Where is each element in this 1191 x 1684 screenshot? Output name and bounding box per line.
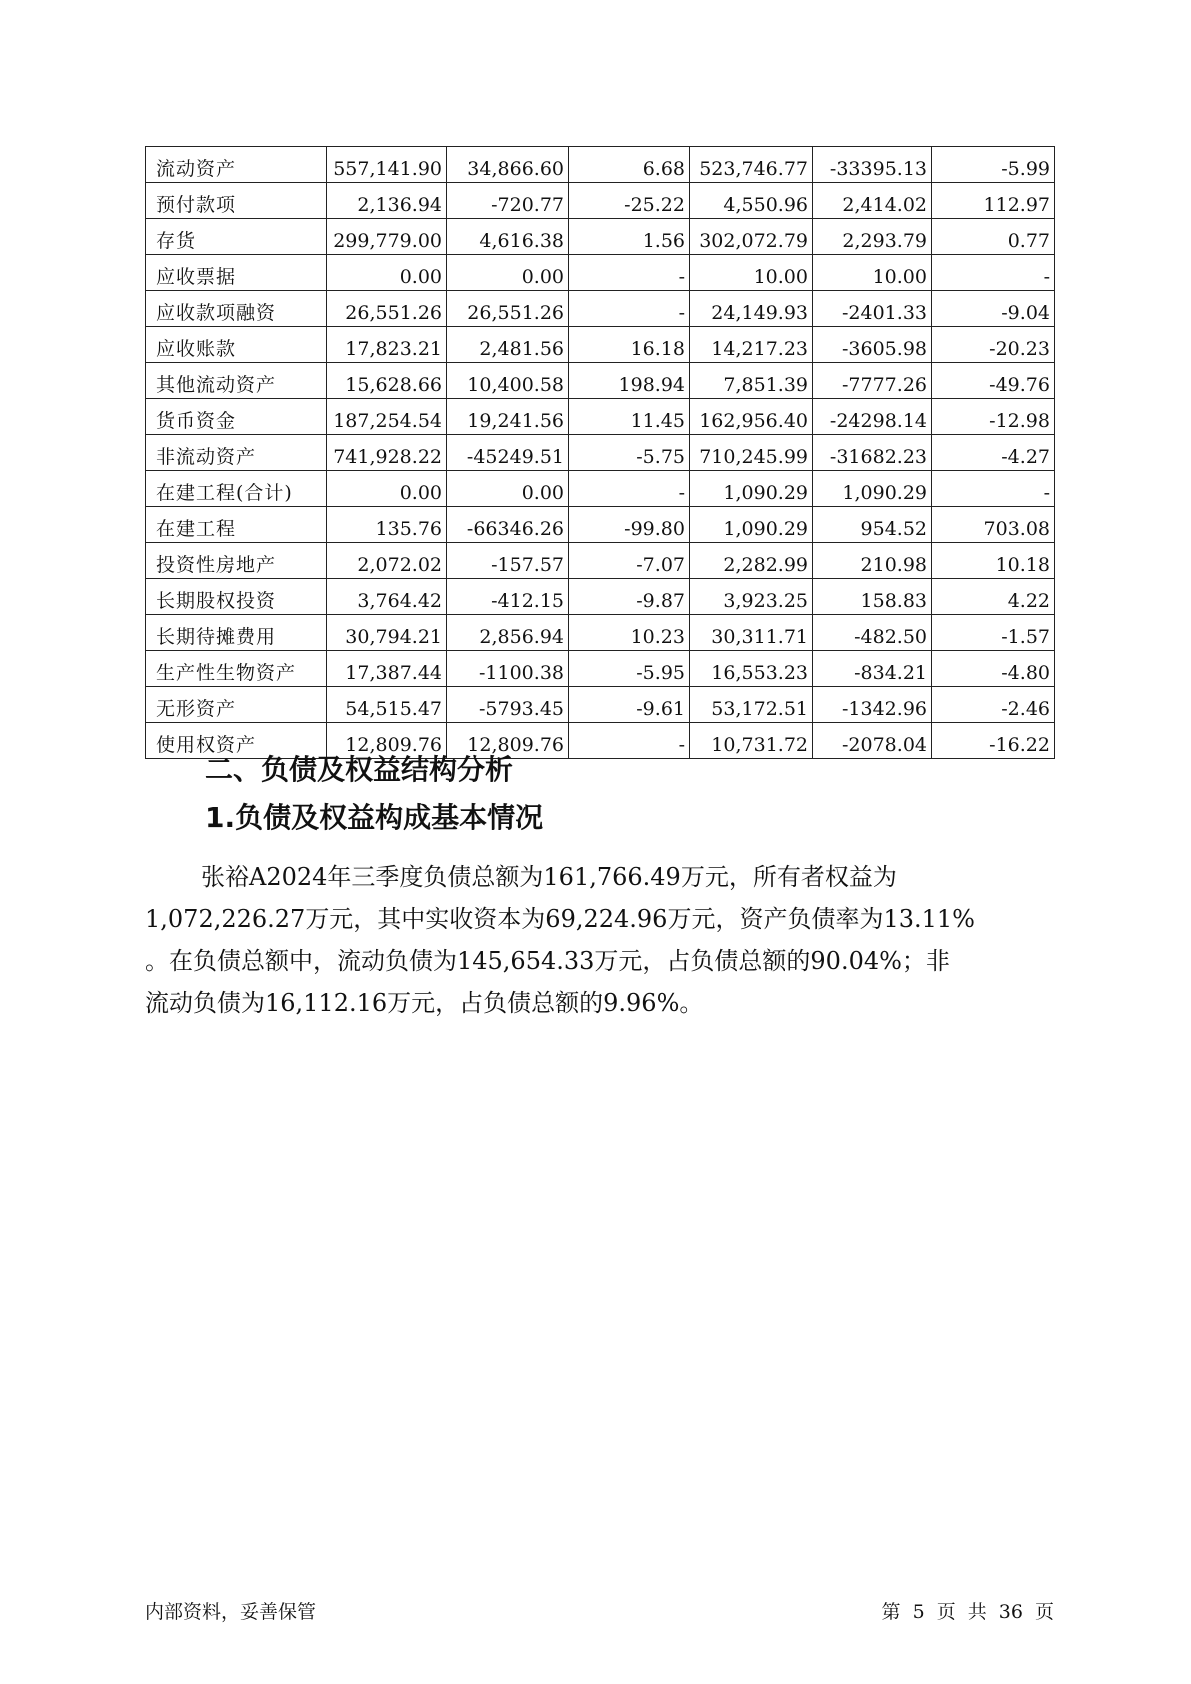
- table-row: [146, 255, 1055, 291]
- financial-table: [145, 146, 1055, 759]
- body-paragraph: [145, 856, 1057, 1024]
- value-cell: 11.45: [569, 399, 690, 435]
- value-cell: -: [569, 291, 690, 327]
- financial-table-body: [146, 147, 1055, 759]
- value-cell: 703.08: [932, 507, 1055, 543]
- value-cell: -412.15: [447, 579, 569, 615]
- value-cell: 0.00: [447, 471, 569, 507]
- value-cell: -31682.23: [813, 435, 932, 471]
- value-cell: 30,794.21: [327, 615, 447, 651]
- value-cell: -4.27: [932, 435, 1055, 471]
- value-cell: -20.23: [932, 327, 1055, 363]
- value-cell: 10.00: [813, 255, 932, 291]
- value-cell: -25.22: [569, 183, 690, 219]
- row-label-cell: 应收账款: [146, 327, 327, 363]
- value-cell: 523,746.77: [690, 147, 813, 183]
- table-row: [146, 363, 1055, 399]
- value-cell: 10.18: [932, 543, 1055, 579]
- value-cell: -45249.51: [447, 435, 569, 471]
- value-cell: -99.80: [569, 507, 690, 543]
- value-cell: 112.97: [932, 183, 1055, 219]
- value-cell: -24298.14: [813, 399, 932, 435]
- row-label-cell: 使用权资产: [146, 723, 327, 759]
- row-label-cell: 应收款项融资: [146, 291, 327, 327]
- row-label-cell: 流动资产: [146, 147, 327, 183]
- section-heading: 二、负债及权益结构分析: [205, 753, 514, 786]
- value-cell: 1,090.29: [690, 471, 813, 507]
- value-cell: 53,172.51: [690, 687, 813, 723]
- value-cell: -: [569, 255, 690, 291]
- value-cell: -12.98: [932, 399, 1055, 435]
- table-row: [146, 435, 1055, 471]
- value-cell: 34,866.60: [447, 147, 569, 183]
- value-cell: -834.21: [813, 651, 932, 687]
- value-cell: -5.75: [569, 435, 690, 471]
- paragraph-line: 流动负债为16,112.16万元，占负债总额的9.96%。: [145, 989, 704, 1017]
- value-cell: -: [569, 723, 690, 759]
- value-cell: 1,090.29: [690, 507, 813, 543]
- value-cell: -482.50: [813, 615, 932, 651]
- row-label-cell: 无形资产: [146, 687, 327, 723]
- value-cell: 210.98: [813, 543, 932, 579]
- value-cell: 4,550.96: [690, 183, 813, 219]
- value-cell: -66346.26: [447, 507, 569, 543]
- row-label-cell: 货币资金: [146, 399, 327, 435]
- row-label-cell: 应收票据: [146, 255, 327, 291]
- value-cell: 4.22: [932, 579, 1055, 615]
- table-row: [146, 147, 1055, 183]
- value-cell: -3605.98: [813, 327, 932, 363]
- row-label-cell: 在建工程(合计): [146, 471, 327, 507]
- value-cell: 54,515.47: [327, 687, 447, 723]
- row-label-cell: 其他流动资产: [146, 363, 327, 399]
- value-cell: 26,551.26: [327, 291, 447, 327]
- value-cell: 4,616.38: [447, 219, 569, 255]
- value-cell: 24,149.93: [690, 291, 813, 327]
- value-cell: -1342.96: [813, 687, 932, 723]
- value-cell: -: [932, 255, 1055, 291]
- row-label-cell: 长期待摊费用: [146, 615, 327, 651]
- value-cell: 2,856.94: [447, 615, 569, 651]
- value-cell: 10.00: [690, 255, 813, 291]
- value-cell: 30,311.71: [690, 615, 813, 651]
- value-cell: -1.57: [932, 615, 1055, 651]
- value-cell: 2,293.79: [813, 219, 932, 255]
- row-label-cell: 长期股权投资: [146, 579, 327, 615]
- table-row: [146, 543, 1055, 579]
- value-cell: -9.61: [569, 687, 690, 723]
- row-label-cell: 生产性生物资产: [146, 651, 327, 687]
- footer-page-number: 第 5 页 共 36 页: [881, 1601, 1054, 1623]
- table-row: [146, 327, 1055, 363]
- value-cell: 1.56: [569, 219, 690, 255]
- paragraph-line: 。在负债总额中，流动负债为145,654.33万元，占负债总额的90.04%；非: [145, 947, 950, 975]
- value-cell: -157.57: [447, 543, 569, 579]
- value-cell: 299,779.00: [327, 219, 447, 255]
- table-row: [146, 651, 1055, 687]
- value-cell: 10,731.72: [690, 723, 813, 759]
- value-cell: 710,245.99: [690, 435, 813, 471]
- value-cell: -2078.04: [813, 723, 932, 759]
- value-cell: 3,764.42: [327, 579, 447, 615]
- value-cell: -49.76: [932, 363, 1055, 399]
- value-cell: 557,141.90: [327, 147, 447, 183]
- value-cell: 187,254.54: [327, 399, 447, 435]
- table-row: [146, 687, 1055, 723]
- value-cell: -5793.45: [447, 687, 569, 723]
- table-row: [146, 579, 1055, 615]
- value-cell: 2,414.02: [813, 183, 932, 219]
- value-cell: -5.99: [932, 147, 1055, 183]
- value-cell: 10,400.58: [447, 363, 569, 399]
- value-cell: -16.22: [932, 723, 1055, 759]
- value-cell: 0.00: [327, 255, 447, 291]
- value-cell: -1100.38: [447, 651, 569, 687]
- value-cell: 17,387.44: [327, 651, 447, 687]
- value-cell: 954.52: [813, 507, 932, 543]
- value-cell: 0.00: [327, 471, 447, 507]
- value-cell: 158.83: [813, 579, 932, 615]
- table-row: [146, 507, 1055, 543]
- value-cell: -7.07: [569, 543, 690, 579]
- value-cell: 6.68: [569, 147, 690, 183]
- value-cell: 10.23: [569, 615, 690, 651]
- value-cell: 3,923.25: [690, 579, 813, 615]
- table-row: [146, 291, 1055, 327]
- value-cell: 198.94: [569, 363, 690, 399]
- value-cell: -2.46: [932, 687, 1055, 723]
- value-cell: -5.95: [569, 651, 690, 687]
- row-label-cell: 非流动资产: [146, 435, 327, 471]
- value-cell: 741,928.22: [327, 435, 447, 471]
- row-label-cell: 在建工程: [146, 507, 327, 543]
- value-cell: 302,072.79: [690, 219, 813, 255]
- value-cell: -720.77: [447, 183, 569, 219]
- section-subheading: 1.负债及权益构成基本情况: [205, 801, 544, 834]
- value-cell: 14,217.23: [690, 327, 813, 363]
- value-cell: 0.00: [447, 255, 569, 291]
- paragraph-line: 张裕A2024年三季度负债总额为161,766.49万元，所有者权益为: [201, 863, 897, 891]
- value-cell: 16,553.23: [690, 651, 813, 687]
- value-cell: -2401.33: [813, 291, 932, 327]
- row-label-cell: 存货: [146, 219, 327, 255]
- table-row: [146, 183, 1055, 219]
- value-cell: 2,481.56: [447, 327, 569, 363]
- table-row: [146, 471, 1055, 507]
- value-cell: 26,551.26: [447, 291, 569, 327]
- value-cell: 12,809.76: [327, 723, 447, 759]
- value-cell: -4.80: [932, 651, 1055, 687]
- value-cell: 16.18: [569, 327, 690, 363]
- value-cell: -7777.26: [813, 363, 932, 399]
- value-cell: 135.76: [327, 507, 447, 543]
- table-row: [146, 219, 1055, 255]
- footer-confidential-note: 内部资料，妥善保管: [145, 1601, 317, 1623]
- value-cell: -9.87: [569, 579, 690, 615]
- value-cell: 162,956.40: [690, 399, 813, 435]
- value-cell: -9.04: [932, 291, 1055, 327]
- row-label-cell: 投资性房地产: [146, 543, 327, 579]
- table-row: [146, 615, 1055, 651]
- value-cell: 1,090.29: [813, 471, 932, 507]
- value-cell: 15,628.66: [327, 363, 447, 399]
- value-cell: -: [569, 471, 690, 507]
- value-cell: 7,851.39: [690, 363, 813, 399]
- value-cell: 0.77: [932, 219, 1055, 255]
- value-cell: -: [932, 471, 1055, 507]
- row-label-cell: 预付款项: [146, 183, 327, 219]
- value-cell: 17,823.21: [327, 327, 447, 363]
- value-cell: 12,809.76: [447, 723, 569, 759]
- value-cell: 19,241.56: [447, 399, 569, 435]
- value-cell: 2,072.02: [327, 543, 447, 579]
- value-cell: -33395.13: [813, 147, 932, 183]
- value-cell: 2,282.99: [690, 543, 813, 579]
- value-cell: 2,136.94: [327, 183, 447, 219]
- paragraph-line: 1,072,226.27万元，其中实收资本为69,224.96万元，资产负债率为13.11%: [145, 905, 975, 933]
- table-row: [146, 399, 1055, 435]
